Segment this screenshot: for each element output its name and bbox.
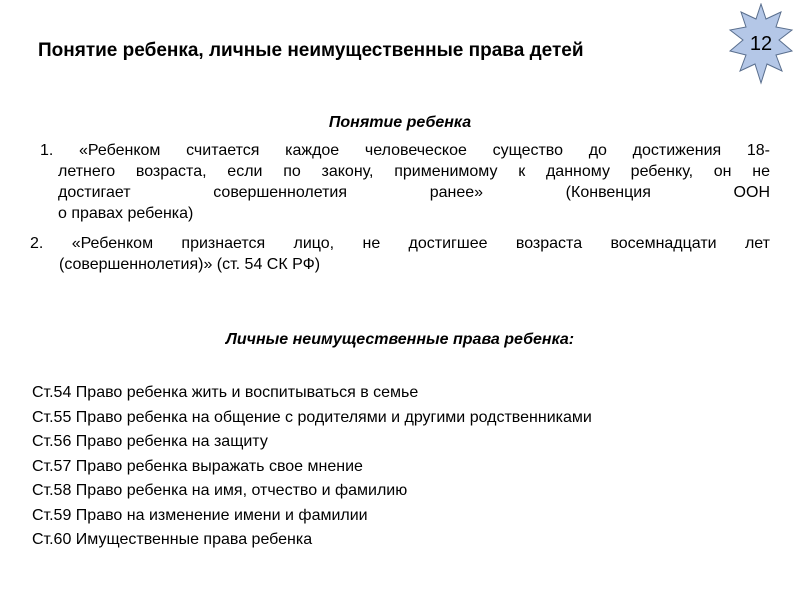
- list-item: Ст.60 Имущественные права ребенка: [32, 531, 313, 548]
- list-item: Ст.57 Право ребенка выражать свое мнение: [32, 457, 363, 475]
- page-number-badge: [728, 3, 794, 85]
- list-item: Ст.58 Право ребенка на имя, отчество и фамилию: [32, 482, 408, 499]
- definition-2-line-2: (совершеннолетия)» (ст. 54 СК РФ): [59, 256, 321, 273]
- child-definition-heading: Понятие ребенка: [328, 114, 472, 131]
- list-item: Ст.59 Право на изменение имени и фамилии: [32, 506, 368, 524]
- definition-1-line-4: о правах ребенка): [58, 205, 194, 222]
- rights-list: [32, 381, 592, 553]
- list-item: Ст.56 Право ребенка на защиту: [32, 433, 268, 450]
- definition-item-2: [30, 233, 770, 275]
- definition-1-line-1: 1. «Ребенком считается каждое человеческое существо до достижения 18-: [40, 142, 770, 159]
- slide-title: Понятие ребенка, личные неимущественные права детей: [38, 40, 584, 61]
- definition-1-line-2: летнего возраста, если по закону, применимому к данному ребенку, он не: [58, 163, 770, 180]
- definition-item-1: [40, 140, 770, 224]
- list-item: Ст.55 Право ребенка на общение с родителями и другими родственниками: [32, 408, 592, 426]
- list-item: Ст.54 Право ребенка жить и воспитываться в семье: [32, 384, 419, 401]
- definition-2-line-1: 2. «Ребенком признается лицо, не достигшее возраста восемнадцати лет: [30, 235, 770, 252]
- definition-1-line-3: достигает совершеннолетия ранее» (Конвенция ООН: [58, 184, 770, 201]
- page-number: 12: [749, 33, 773, 55]
- rights-heading: Личные неимущественные права ребенка:: [225, 331, 575, 348]
